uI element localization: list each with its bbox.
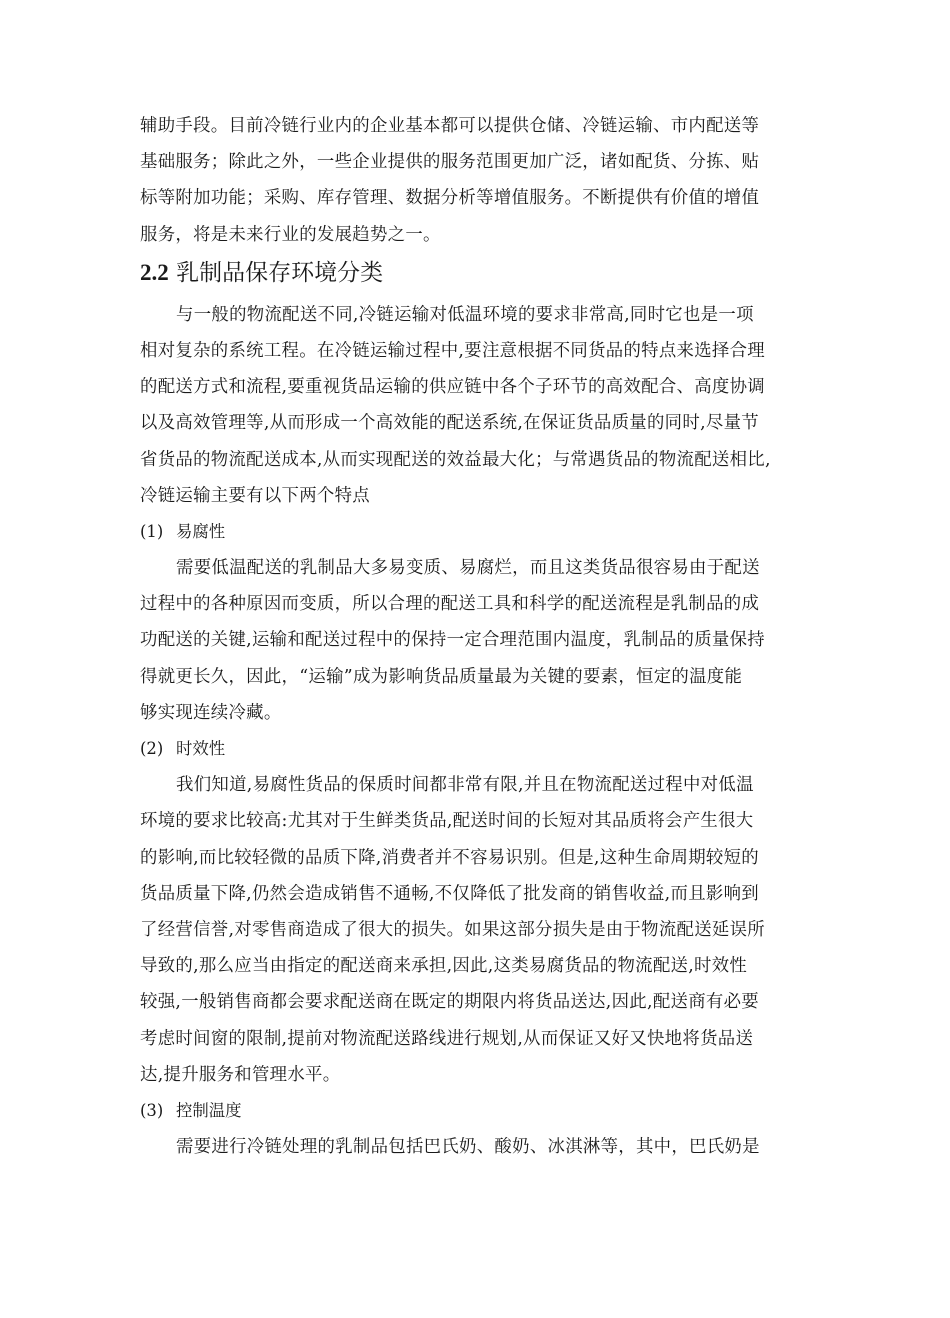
list-item-title: 易腐性 (176, 521, 226, 541)
text-line: 达,提升服务和管理水平。 (140, 1064, 341, 1085)
item1-paragraph (140, 550, 816, 731)
list-item-title: 控制温度 (176, 1100, 242, 1120)
text-line: 以及高效管理等,从而形成一个高效能的配送系统,在保证货品质量的同时,尽量节 (140, 413, 759, 434)
text-line: 过程中的各种原因而变质，所以合理的配送工具和科学的配送流程是乳制品的成 (140, 594, 760, 615)
list-item-heading (140, 514, 816, 550)
main-paragraph (140, 297, 816, 514)
list-marker: (3) (140, 1100, 164, 1120)
text-line: 得就更长久，因此，“运输”成为影响货品质量最为关键的要素，恒定的温度能 (140, 666, 743, 687)
item3-paragraph (140, 1129, 816, 1165)
item2-paragraph (140, 767, 816, 1093)
text-line: 够实现连续冷藏。 (140, 702, 282, 723)
text-line: 冷链运输主要有以下两个特点 (140, 485, 370, 506)
text-line: 需要低温配送的乳制品大多易变质、易腐烂，而且这类货品很容易由于配送 (176, 558, 760, 579)
list-item-heading (140, 731, 816, 767)
text-line: 导致的,那么应当由指定的配送商来承担,因此,这类易腐货品的物流配送,时效性 (140, 956, 748, 977)
page-content (140, 108, 816, 1165)
text-line: 省货品的物流配送成本,从而实现配送的效益最大化；与常遇货品的物流配送相比, (140, 449, 771, 470)
text-line: 需要进行冷链处理的乳制品包括巴氏奶、酸奶、冰淇淋等，其中，巴氏奶是 (176, 1137, 760, 1158)
text-line: 较强,一般销售商都会要求配送商在既定的期限内将货品送达,因此,配送商有必要 (140, 992, 759, 1013)
intro-paragraph (140, 108, 816, 253)
text-line: 功配送的关键,运输和配送过程中的保持一定合理范围内温度，乳制品的质量保持 (140, 630, 766, 651)
text-line: 基础服务；除此之外，一些企业提供的服务范围更加广泛，诸如配货、分拣、贴 (140, 152, 760, 173)
text-line: 了经营信誉,对零售商造成了很大的损失。如果这部分损失是由于物流配送延误所 (140, 919, 766, 940)
section-title: 乳制品保存环境分类 (176, 259, 384, 286)
text-line: 货品质量下降,仍然会造成销售不通畅,不仅降低了批发商的销售收益,而且影响到 (140, 883, 759, 904)
text-line: 环境的要求比较高:尤其对于生鲜类货品,配送时间的长短对其品质将会产生很大 (140, 811, 754, 832)
list-marker: (1) (140, 521, 164, 541)
text-line: 辅助手段。目前冷链行业内的企业基本都可以提供仓储、冷链运输、市内配送等 (140, 116, 760, 136)
text-line: 考虑时间窗的限制,提前对物流配送路线进行规划,从而保证又好又快地将货品送 (140, 1028, 754, 1049)
text-line: 的影响,而比较轻微的品质下降,消费者并不容易识别。但是,这种生命周期较短的 (140, 847, 759, 868)
list-marker: (2) (140, 739, 164, 758)
text-line: 服务，将是未来行业的发展趋势之一。 (140, 224, 441, 245)
text-line: 标等附加功能；采购、库存管理、数据分析等增值服务。不断提供有价值的增值 (140, 188, 760, 209)
list-item-heading (140, 1093, 816, 1129)
section-number: 2.2 (140, 259, 169, 285)
text-line: 的配送方式和流程,要重视货品运输的供应链中各个子环节的高效配合、高度协调 (140, 377, 766, 398)
text-line: 与一般的物流配送不同,冷链运输对低温环境的要求非常高,同时它也是一项 (176, 304, 754, 325)
text-line: 我们知道,易腐性货品的保质时间都非常有限,并且在物流配送过程中对低温 (176, 775, 754, 796)
section-heading (140, 251, 816, 295)
list-item-title: 时效性 (176, 739, 226, 758)
text-line: 相对复杂的系统工程。在冷链运输过程中,要注意根据不同货品的特点来选择合理 (140, 340, 766, 361)
